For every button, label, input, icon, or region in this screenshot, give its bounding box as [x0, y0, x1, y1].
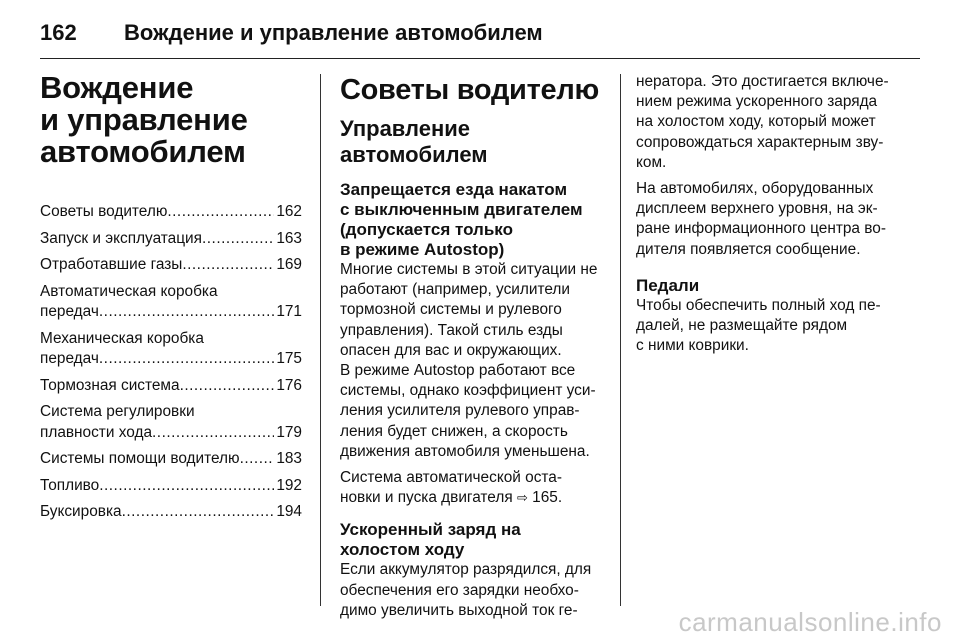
table-of-contents	[40, 202, 302, 523]
cross-reference-arrow-icon: ⇨	[516, 490, 528, 506]
toc-entry[interactable]	[40, 449, 302, 470]
text-line: На автомобилях, оборудованных	[636, 180, 874, 198]
topic-title-line: (допускается только	[340, 220, 513, 239]
toc-entry-title: Автоматическая коробка	[40, 282, 218, 300]
text-line: димо увеличить выходной ток ге-	[340, 601, 578, 619]
watermark: carmanualsonline.info	[678, 607, 942, 637]
paragraph	[636, 179, 900, 260]
topic-title-coasting	[340, 180, 604, 260]
text-line: на холостом ходу, который может	[636, 113, 876, 131]
text-line: В режиме Autostop работают все	[340, 362, 576, 380]
paragraph	[340, 468, 604, 508]
toc-entry[interactable]	[40, 502, 302, 523]
toc-entry[interactable]	[40, 476, 302, 497]
toc-leader	[99, 476, 274, 497]
column-divider-1	[320, 74, 321, 606]
toc-entry-page: 162	[276, 203, 302, 220]
cross-reference-page[interactable]: 165.	[532, 489, 563, 507]
text-line: опасен для вас и окружающих.	[340, 341, 562, 359]
toc-entry-title-cont: передач	[40, 350, 99, 367]
toc-entry-title: Тормозная система	[40, 376, 180, 394]
page-header	[40, 14, 920, 52]
toc-entry-title: Буксировка	[40, 503, 122, 520]
toc-entry-title: Системы помощи водителю	[40, 450, 240, 467]
text-line: ране информационного центра во-	[636, 220, 886, 238]
text-line: Многие системы в этой ситуации не	[340, 261, 598, 278]
toc-entry-page: 179	[276, 423, 302, 441]
paragraph	[340, 260, 604, 361]
text-line: обеспечения его зарядки необхо-	[340, 581, 579, 599]
topic-title-line: холостом ходу	[340, 540, 465, 560]
text-line: движения автомобиля уменьшена.	[340, 442, 590, 460]
text-line: тормозной системы и рулевого	[340, 301, 562, 319]
chapter-title-line: и управление	[40, 102, 248, 137]
text-line: ления будет снижен, а скорость	[340, 422, 568, 440]
toc-leader	[240, 449, 275, 470]
toc-leader	[182, 255, 274, 276]
toc-entry-page: 175	[276, 350, 302, 367]
text-line: управления). Такой стиль езды	[340, 321, 563, 339]
topic-title-pedals: Педали	[636, 275, 700, 295]
toc-entry[interactable]	[40, 202, 302, 223]
topic-title-line: с выключенным двигателем	[340, 200, 583, 219]
content-column-1	[340, 72, 604, 621]
text-line: сопровождаться характерным зву-	[636, 133, 884, 151]
toc-entry-page: 176	[276, 376, 302, 394]
toc-entry-title: Топливо	[40, 476, 100, 494]
toc-entry-page: 163	[276, 229, 302, 247]
toc-entry-page: 192	[276, 476, 302, 494]
header-rule	[40, 58, 920, 59]
toc-leader	[180, 376, 275, 397]
toc-entry-title: Система регулировки	[40, 403, 195, 420]
toc-leader	[152, 423, 274, 444]
toc-leader	[99, 302, 274, 323]
toc-entry[interactable]	[40, 229, 302, 250]
text-line: работают (например, усилители	[340, 281, 570, 299]
toc-entry[interactable]	[40, 376, 302, 397]
toc-entry-page: 183	[276, 450, 302, 467]
toc-entry[interactable]	[40, 329, 302, 370]
toc-entry-title-cont: передач	[40, 303, 99, 320]
toc-leader	[99, 349, 274, 370]
text-line: Чтобы обеспечить полный ход пе-	[636, 296, 881, 314]
text-line: Система автоматической оста-	[340, 469, 562, 487]
text-line	[340, 488, 604, 508]
subsection-title-line: автомобилем	[340, 142, 488, 167]
running-header-title: Вождение и управление автомобилем	[124, 20, 543, 45]
paragraph	[636, 296, 900, 357]
section-title: Советы водителю	[340, 74, 599, 106]
topic-title-line: в режиме Autostop)	[340, 240, 505, 259]
text-line: дисплеем верхнего уровня, на эк-	[636, 200, 878, 218]
toc-leader	[202, 229, 274, 250]
toc-entry-title: Отработавшие газы	[40, 256, 183, 273]
column-divider-2	[620, 74, 621, 606]
text-line: ком.	[636, 153, 667, 171]
chapter-title	[40, 72, 302, 168]
toc-leader	[122, 502, 275, 523]
subsection-title	[340, 116, 604, 168]
toc-entry[interactable]	[40, 282, 302, 323]
toc-entry-title: Механическая коробка	[40, 329, 204, 347]
paragraph	[340, 361, 604, 462]
toc-entry-page: 194	[276, 503, 302, 520]
toc-entry-page: 169	[276, 256, 302, 273]
text-line: далей, не размещайте рядом	[636, 317, 848, 335]
text-line: Если аккумулятор разрядился, для	[340, 561, 592, 579]
toc-entry-page: 171	[276, 303, 302, 320]
chapter-toc-column	[40, 72, 302, 529]
text-line: с ними коврики.	[636, 337, 749, 355]
chapter-title-line: Вождение	[40, 70, 194, 105]
text-line-part: новки и пуска двигателя	[340, 489, 513, 507]
text-line: ления усилителя рулевого управ-	[340, 402, 580, 420]
topic-title-fast-idle	[340, 520, 604, 560]
text-line: системы, однако коэффициент уси-	[340, 382, 596, 400]
topic-title-line: Запрещается езда накатом	[340, 180, 568, 199]
toc-entry-title-cont: плавности хода	[40, 423, 153, 441]
toc-entry-title: Запуск и эксплуатация	[40, 229, 202, 247]
toc-entry[interactable]	[40, 402, 302, 443]
content-column-2	[636, 72, 900, 356]
toc-entry-title: Советы водителю	[40, 203, 168, 220]
toc-leader	[167, 202, 274, 223]
text-line: нератора. Это достигается включе-	[636, 73, 889, 90]
text-line: дителя появляется сообщение.	[636, 240, 861, 258]
paragraph-continued	[636, 72, 900, 173]
chapter-title-line: автомобилем	[40, 134, 246, 169]
subsection-title-line: Управление	[340, 116, 471, 141]
page-number: 162	[40, 20, 77, 45]
paragraph	[340, 560, 604, 621]
text-line: нием режима ускоренного заряда	[636, 93, 878, 111]
topic-title-line: Ускоренный заряд на	[340, 520, 521, 540]
toc-entry[interactable]	[40, 255, 302, 276]
